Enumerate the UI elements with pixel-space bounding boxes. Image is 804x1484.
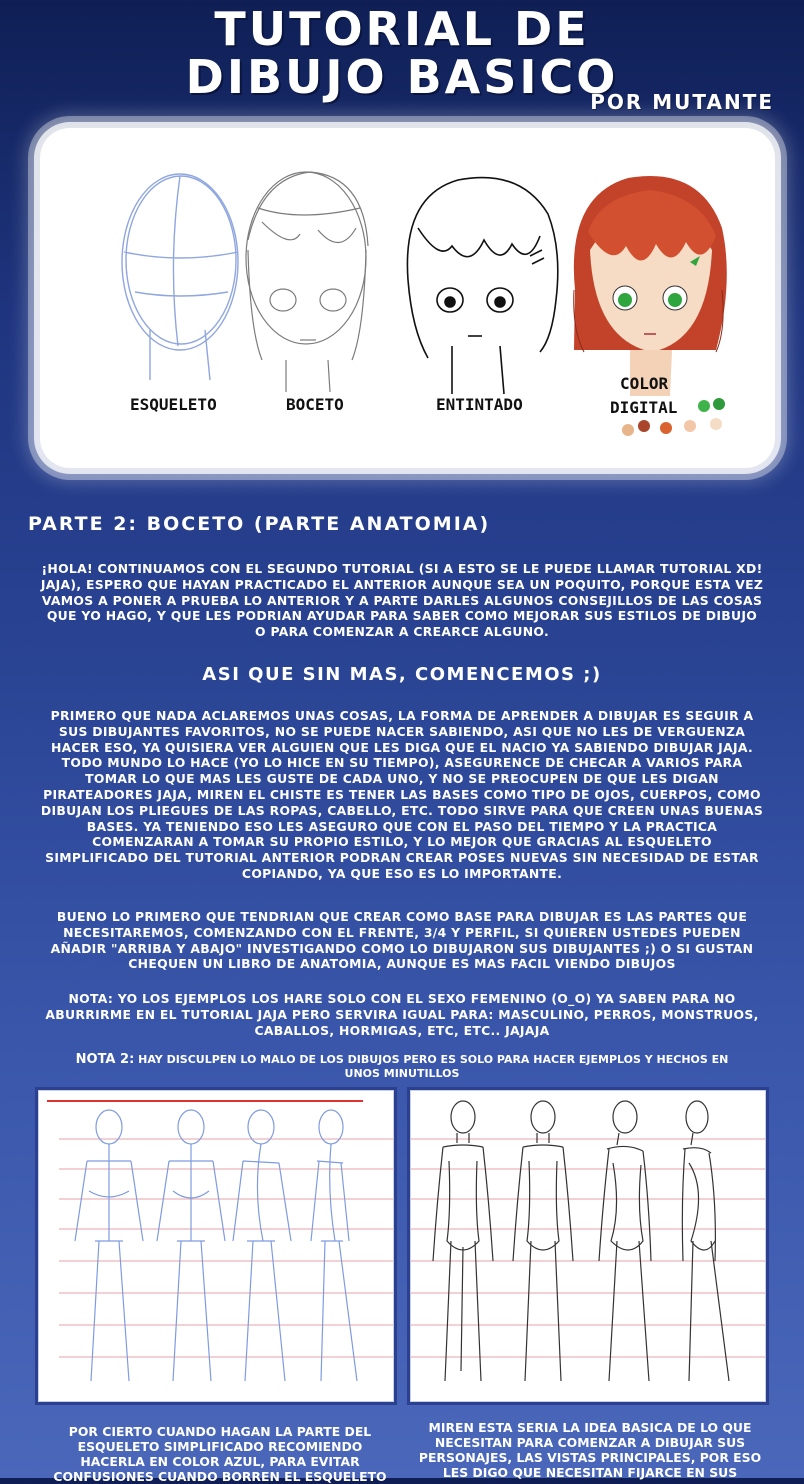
colored-head-drawing [574,176,727,396]
skeleton-figures-drawing [39,1091,393,1401]
note-1: NOTA: YO LOS EJEMPLOS LOS HARE SOLO CON EL SEXO FEMENINO (O_O) YA SABEN PARA NO ABURRIRME EN EL TUTORIAL JAJA PERO SERVIRA IGUAL PARA: MASCULINO, PERROS, MONSTRUOS, CABALLOS, HORMIGAS, ETC, ETC.. JAJAJA [45,991,759,1038]
palette-swatch [698,400,710,412]
author-credit: POR MUTANTE [590,90,774,114]
head-stages-illustration [0,0,804,480]
body-paragraph-2: BUENO LO PRIMERO QUE TENDRIAN QUE CREAR COMO BASE PARA DIBUJAR ES LAS PARTES QUE NECESITAREMOS, COMENZANDO CON EL FRENTE, 3/4 Y PERFIL, SI QUIEREN USTEDES PUEDEN AÑADIR "ARRIBA Y ABAJO" INVESTIGANDO COMO LO DIBUJARON SUS DIBUJANTES ;) O SI GUSTAN CHEQUEN UN LIBRO DE ANATOMIA, AUNQUE ES MAS FACIL VIENDO DIBUJOS [50,909,754,972]
title-line-2: DIBUJO BASICO [185,50,619,104]
body-figures-drawing [411,1091,765,1401]
palette-swatch [638,420,650,432]
body-paragraph-1: PRIMERO QUE NADA ACLAREMOS UNAS COSAS, LA FORMA DE APRENDER A DIBUJAR ES SEGUIR A SUS DIBUJANTES FAVORITOS, NO SE PUEDE NACER SABIENDO, ASI QUE NO LES DE VERGUENZA HACER ESO, YA QUISIERA VER ALGUIEN QUE LES DIGA QUE EL NACIO YA SABIENDO DIBUJAR JAJA. TODO MUNDO LO HACE (YO LO HICE EN SU TIEMPO), ASEGURENCE DE CHECAR A VARIOS PARA TOMAR LO QUE MAS LES GUSTE DE CADA UNO, Y NO SE PREOCUPEN DE QUE LES DIGAN PIRATEADORES JAJA, MIREN EL CHISTE ES TENER LAS BASES COMO TIPO DE OJOS, CUERPOS, COMO DIBUJAN LOS PLIEGUES DE LAS ROPAS, CABELLO, ETC. TODO SIRVE PARA QUE CREEN UNAS BUENAS BASES. YA TENIENDO ESO LES ASEGURO QUE CON EL PASO DEL TIEMPO Y LA PRACTICA COMENZARAN A TOMAR SU PROPIO ESTILO, Y LO MEJOR QUE GRACIAS AL ESQUELETO SIMPLIFICADO DEL TUTORIAL ANTERIOR PODRAN CREAR POSES NUEVAS SIN NECESIDAD DE ESTAR COPIANDO, YA QUE ESO ES LO IMPORTANTE. [40,708,764,881]
palette-swatch [622,424,634,436]
section-heading: PARTE 2: BOCETO (PARTE ANATOMIA) [28,513,491,535]
body-figures-sheet [410,1090,766,1402]
intro-paragraph: ¡HOLA! CONTINUAMOS CON EL SEGUNDO TUTORIAL (SI A ESTO SE LE PUEDE LLAMAR TUTORIAL XD! JAJA), ESPERO QUE HAYAN PRACTICADO EL ANTERIOR AUNQUE SEA UN POQUITO, PORQUE ESTA VEZ VAMOS A PONER A PRUEBA LO ANTERIOR Y A PARTE DARLES ALGUNOS CONSEJILLOS DE LAS COSAS QUE YO HAGO, Y QUE LES PODRIAN AYUDAR PARA SABER COMO MEJORAR SUS ESTILOS DE DIBUJO O PARA COMENZAR A CREARCE ALGUNO. [40,561,764,640]
caption-right: MIREN ESTA SERIA LA IDEA BASICA DE LO QUE NECESITAN PARA COMENZAR A DIBUJAR SUS PERSONAJES, LAS VISTAS PRINCIPALES, POR ESO LES DIGO QUE NECESITAN FIJARCE EN SUS [418,1420,762,1480]
start-callout: ASI QUE SIN MAS, COMENCEMOS ;) [202,664,602,685]
stage-label-color-line1: COLOR [620,374,669,393]
palette-swatch [710,418,722,430]
stage-label-color-line2: DIGITAL [610,398,678,417]
palette-swatch [684,420,696,432]
sketch-head-drawing [246,172,368,392]
note-2-label: NOTA 2: [75,1052,135,1067]
stage-label-entintado: ENTINTADO [436,395,523,414]
skeleton-head-drawing [122,174,238,380]
palette-swatch [660,422,672,434]
note-2-text: HAY DISCULPEN LO MALO DE LOS DIBUJOS PERO ES SOLO PARA HACER EJEMPLOS Y HECHOS EN UNOS MINUTILLOS [138,1053,729,1080]
caption-left: POR CIERTO CUANDO HAGAN LA PARTE DEL ESQUELETO SIMPLIFICADO RECOMIENDO HACERLA EN COLOR AZUL, PARA EVITAR CONFUSIONES CUANDO BORREN EL ESQUELETO [53,1424,387,1484]
stage-label-boceto: BOCETO [286,395,344,414]
inked-head-drawing [407,178,557,394]
skeleton-figures-sheet [38,1090,394,1402]
stage-label-esqueleto: ESQUELETO [130,395,217,414]
title-line-1: TUTORIAL DE [214,2,590,56]
palette-swatch [713,398,725,410]
note-2 [60,1053,744,1081]
